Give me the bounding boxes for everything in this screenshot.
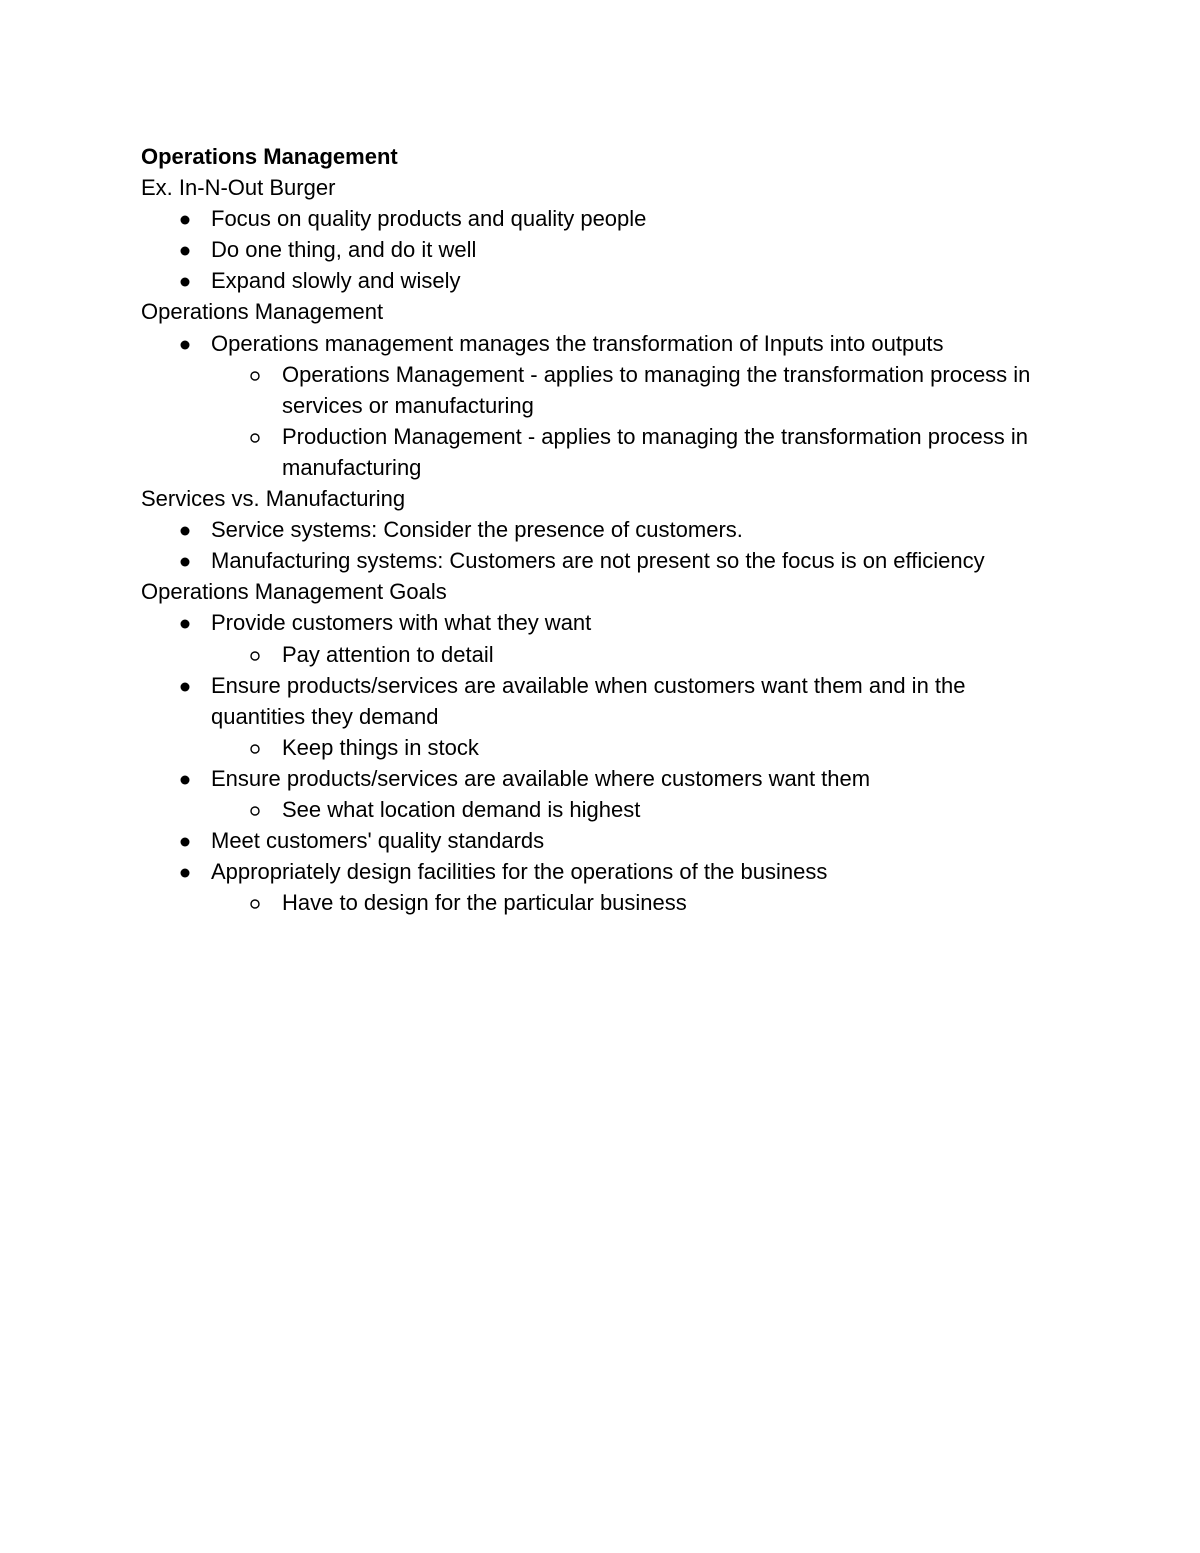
filled-circle-bullet-icon	[177, 545, 197, 576]
list-item	[141, 670, 1021, 732]
list-item	[141, 234, 1071, 265]
list-item-text: Ensure products/services are available where customers want them	[211, 765, 871, 791]
hollow-circle-bullet-icon	[248, 887, 268, 918]
sub-list-item-text: Operations Management - applies to managing the transformation process in services or manufacturing	[282, 361, 1031, 418]
filled-circle-bullet-icon	[177, 234, 197, 265]
filled-circle-bullet-icon	[177, 607, 197, 638]
filled-circle-bullet-icon	[177, 763, 197, 794]
list-item-text: Expand slowly and wisely	[211, 268, 461, 294]
sub-list-item	[141, 732, 1071, 763]
list-item	[141, 545, 1071, 576]
list-item-text: Service systems: Consider the presence of customers.	[211, 517, 743, 543]
sub-list-item-text: Keep things in stock	[282, 734, 479, 760]
list-item	[141, 514, 1071, 545]
filled-circle-bullet-icon	[177, 514, 197, 545]
list-item-text: Focus on quality products and quality people	[211, 206, 647, 232]
list-item	[141, 265, 1071, 296]
filled-circle-bullet-icon	[177, 203, 197, 234]
list-item-text: Ensure products/services are available when customers want them and in the quantities they demand	[211, 672, 966, 729]
sub-list-item-text: Pay attention to detail	[282, 641, 494, 667]
sub-list-item	[141, 794, 1071, 825]
list-item	[141, 328, 1071, 359]
list-item-text: Meet customers' quality standards	[211, 828, 545, 854]
list-item-text: Do one thing, and do it well	[211, 237, 477, 263]
sub-list-item	[141, 421, 1057, 483]
list-item-text: Appropriately design facilities for the operations of the business	[211, 859, 828, 885]
list-item	[141, 856, 1071, 887]
section-heading: Services vs. Manufacturing	[141, 486, 406, 512]
sub-list-item-text: Production Management - applies to managing the transformation process in manufacturing	[282, 423, 1028, 480]
filled-circle-bullet-icon	[177, 670, 197, 701]
example-label: Ex. In-N-Out Burger	[141, 175, 336, 201]
hollow-circle-bullet-icon	[248, 421, 268, 452]
list-item-text: Manufacturing systems: Customers are not present so the focus is on efficiency	[211, 548, 985, 574]
filled-circle-bullet-icon	[177, 265, 197, 296]
sub-list-item	[141, 359, 1057, 421]
list-item	[141, 203, 1071, 234]
hollow-circle-bullet-icon	[248, 794, 268, 825]
sub-list-item-text: See what location demand is highest	[282, 796, 641, 822]
list-item	[141, 607, 1071, 638]
list-item	[141, 825, 1071, 856]
section-heading: Operations Management Goals	[141, 579, 447, 605]
document-title: Operations Management	[141, 144, 398, 169]
list-item-text: Operations management manages the transformation of Inputs into outputs	[211, 330, 944, 356]
filled-circle-bullet-icon	[177, 328, 197, 359]
hollow-circle-bullet-icon	[248, 359, 268, 390]
filled-circle-bullet-icon	[177, 825, 197, 856]
list-item	[141, 763, 1071, 794]
sub-list-item	[141, 639, 1071, 670]
hollow-circle-bullet-icon	[248, 639, 268, 670]
filled-circle-bullet-icon	[177, 856, 197, 887]
section-heading: Operations Management	[141, 299, 384, 325]
sub-list-item-text: Have to design for the particular business	[282, 890, 687, 916]
list-item-text: Provide customers with what they want	[211, 610, 592, 636]
sub-list-item	[141, 887, 1071, 918]
document-page	[141, 141, 1071, 918]
hollow-circle-bullet-icon	[248, 732, 268, 763]
